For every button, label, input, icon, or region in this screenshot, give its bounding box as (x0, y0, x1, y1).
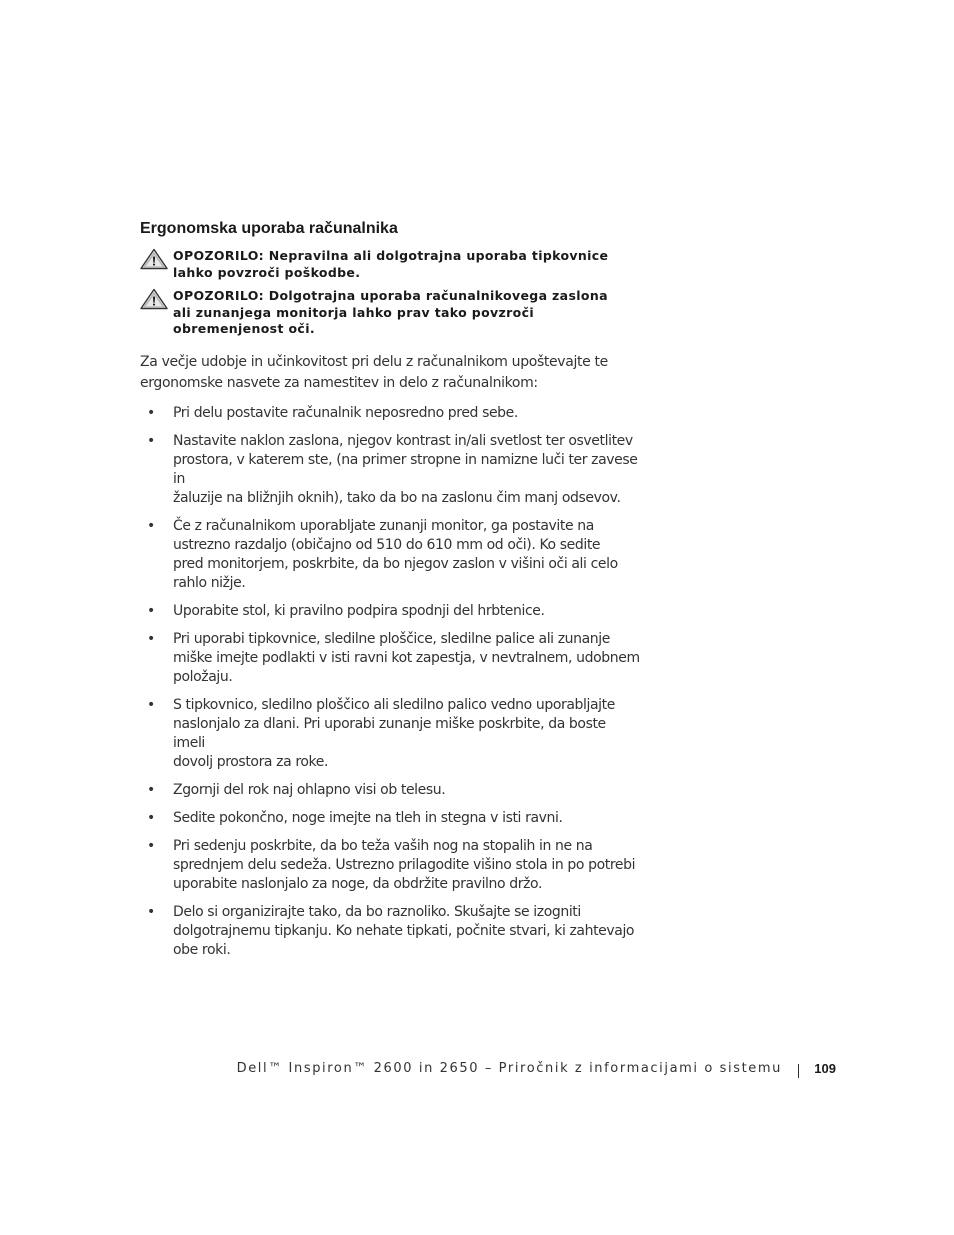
page-number: 109 (814, 1061, 836, 1076)
list-item (140, 432, 640, 508)
list-item (140, 809, 640, 828)
list-item-line: naslonjalo za dlani. Pri uporabi zunanje miške poskrbite, da boste imeli (173, 716, 606, 751)
bullet-dot: • (147, 838, 155, 854)
bullet-dot: • (147, 782, 155, 798)
list-item (140, 404, 640, 423)
warning-notice-keyboard (140, 248, 620, 281)
list-item-line: S tipkovnico, sledilno ploščico ali sledilno palico vedno uporabljajte (173, 697, 615, 713)
warning-line: OPOZORILO: Nepravilna ali dolgotrajna uporaba tipkovnice (173, 248, 609, 263)
list-item (140, 602, 640, 621)
list-item (140, 781, 640, 800)
list-item-line: ustrezno razdaljo (običajno od 510 do 610 mm od oči). Ko sedite (173, 537, 601, 553)
list-item-line: miške imejte podlakti v isti ravni kot zapestja, v nevtralnem, udobnem (173, 650, 640, 666)
list-item-line: položaju. (173, 669, 233, 685)
list-item-line: Nastavite naklon zaslona, njegov kontrast in/ali svetlost ter osvetlitev (173, 433, 633, 449)
list-item-line: Delo si organizirajte tako, da bo raznoliko. Skušajte se izogniti (173, 904, 581, 920)
list-item-line: pred monitorjem, poskrbite, da bo njegov zaslon v višini oči ali celo (173, 556, 618, 572)
list-item (140, 630, 640, 687)
ergonomic-tips-list (140, 404, 640, 969)
bullet-dot: • (147, 405, 155, 421)
bullet-dot: • (147, 697, 155, 713)
warning-line: OPOZORILO: Dolgotrajna uporaba računalnikovega zaslona (173, 288, 608, 303)
warning-line: obremenjenost oči. (173, 321, 315, 336)
list-item-line: Zgornji del rok naj ohlapno visi ob telesu. (173, 782, 446, 798)
page-footer (236, 1061, 836, 1081)
list-item-line: Sedite pokončno, noge imejte na tleh in stegna v isti ravni. (173, 810, 563, 826)
footer-separator (798, 1064, 799, 1078)
bullet-dot: • (147, 904, 155, 920)
list-item-line: žaluzije na bližnjih oknih), tako da bo na zaslonu čim manj odsevov. (173, 490, 621, 506)
bullet-dot: • (147, 810, 155, 826)
bullet-dot: • (147, 518, 155, 534)
bullet-dot: • (147, 603, 155, 619)
bullet-dot: • (147, 631, 155, 647)
intro-line: ergonomske nasvete za namestitev in delo z računalnikom: (140, 375, 538, 391)
list-item-line: Uporabite stol, ki pravilno podpira spodnji del hrbtenice. (173, 603, 545, 619)
list-item-line: Pri delu postavite računalnik neposredno pred sebe. (173, 405, 518, 421)
list-item (140, 696, 640, 772)
warning-line: lahko povzroči poškodbe. (173, 264, 361, 280)
footer-title: Dell™ Inspiron™ 2600 in 2650 – Priročnik z informacijami o sistemu (236, 1061, 782, 1076)
list-item-line: Pri uporabi tipkovnice, sledilne ploščice, sledilne palice ali zunanje (173, 631, 610, 647)
list-item (140, 517, 640, 593)
list-item-line: prostora, v katerem ste, (na primer stropne in namizne luči ter zavese in (173, 452, 638, 487)
list-item-line: Pri sedenju poskrbite, da bo teža vaših nog na stopalih in ne na (173, 838, 593, 854)
intro-line: Za večje udobje in učinkovitost pri delu z računalnikom upoštevajte te (140, 354, 608, 370)
warning-notice-screen (140, 288, 620, 338)
list-item-line: dolgotrajnemu tipkanju. Ko nehate tipkati, počnite stvari, ki zahtevajo (173, 923, 635, 939)
bullet-dot: • (147, 433, 155, 449)
warning-triangle-icon (140, 248, 168, 270)
warning-line: ali zunanjega monitorja lahko prav tako povzroči (173, 304, 534, 320)
list-item-line: dovolj prostora za roke. (173, 754, 329, 770)
section-heading: Ergonomska uporaba računalnika (140, 220, 398, 237)
list-item-line: obe roki. (173, 942, 231, 958)
list-item (140, 837, 640, 894)
intro-paragraph (140, 352, 610, 394)
list-item-line: Če z računalnikom uporabljate zunanji monitor, ga postavite na (173, 518, 594, 534)
list-item-line: uporabite naslonjalo za noge, da obdržite pravilno držo. (173, 876, 542, 892)
warning-triangle-icon (140, 288, 168, 310)
list-item-line: rahlo nižje. (173, 575, 246, 591)
list-item (140, 903, 640, 960)
list-item-line: sprednjem delu sedeža. Ustrezno prilagodite višino stola in po potrebi (173, 857, 636, 873)
